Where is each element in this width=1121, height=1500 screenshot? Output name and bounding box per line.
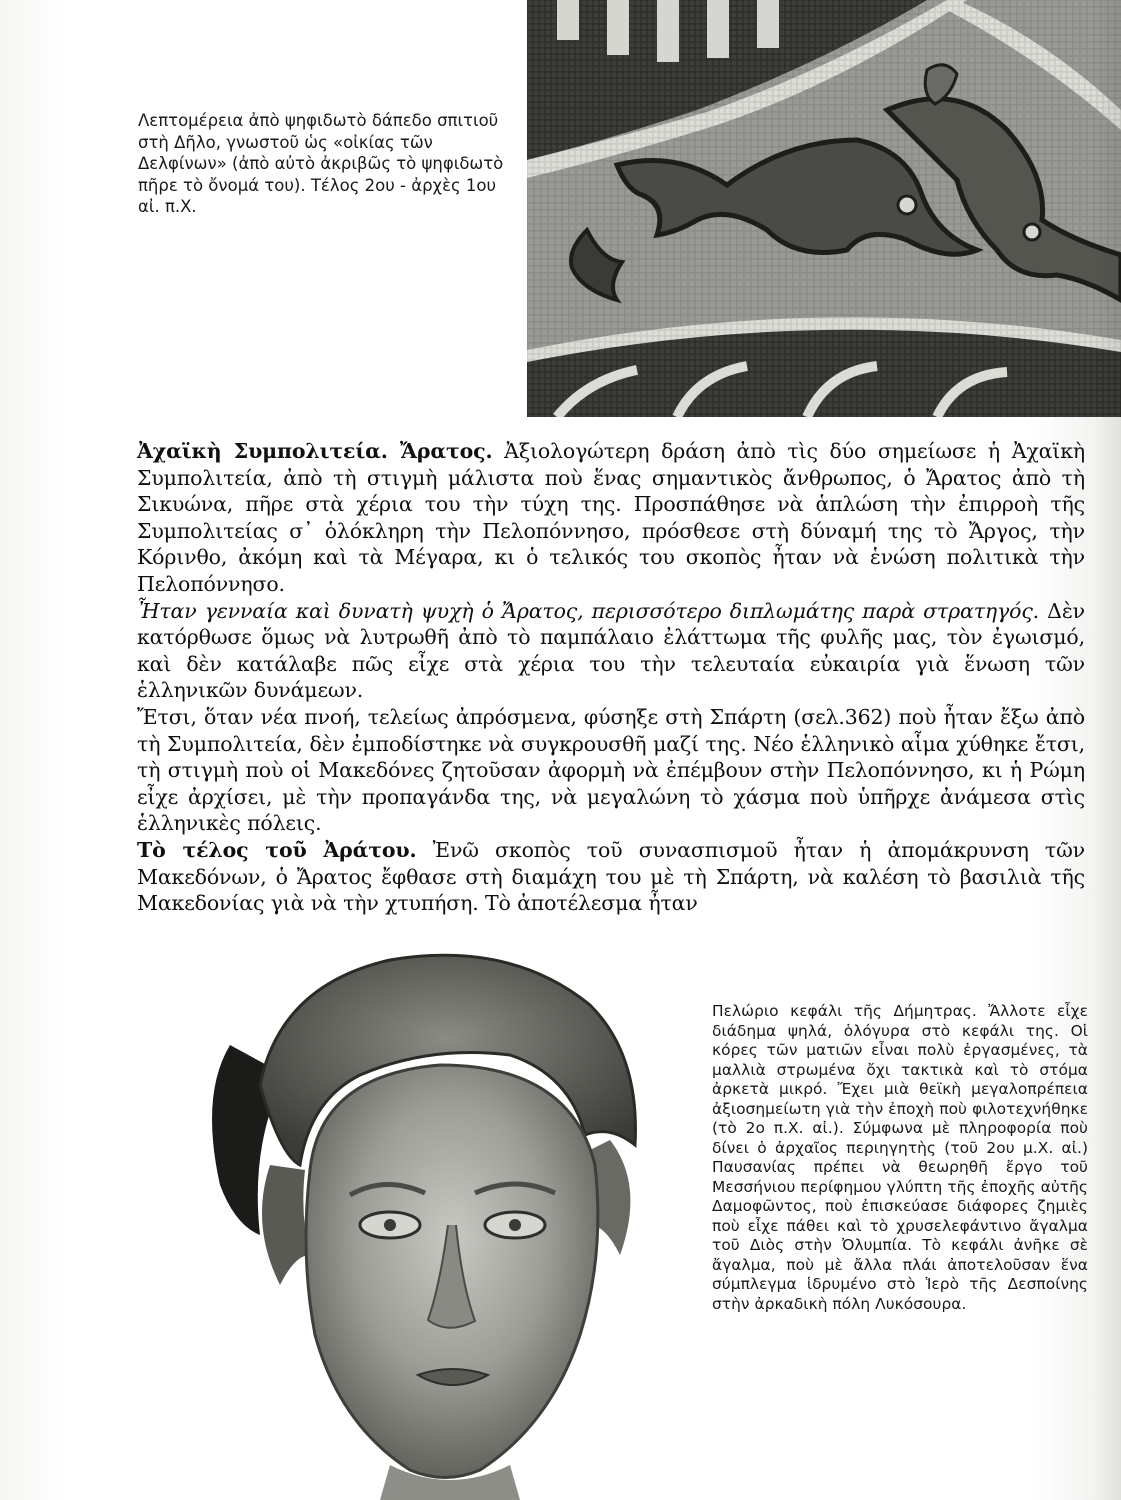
demeter-caption: Πελώριο κεφάλι τῆς Δήμητρας. Ἄλλοτε εἶχε διάδημα ψηλά, ὁλόγυρα στὸ κεφάλι της. Οἱ κόρες τῶν ματιῶν εἶναι πολὺ ἐργασμένες, τὰ μαλλιὰ στρωμένα ὄχι τακτικὰ καὶ τὸ στόμα ἀρκετὰ μικρό. Ἔχει μιὰ θεϊκὴ μεγαλοπρέπεια ἀξιοσημείωτη γιὰ τὴν ἐποχὴ ποὺ φιλοτεχνήθηκε (τὸ 2ο π.Χ. αἰ.). Σύμφωνα μὲ πληροφορία ποὺ δίνει ὁ ἀρχαῖος περιηγητὴς (τοῦ 2ου μ.Χ. αἰ.) Παυσανίας πρέπει νὰ θεωρηθῆ ἔργο τοῦ Μεσσήνιου περίφημου γλύπτη τῆς ἐποχῆς αὐτῆς Δαμοφῶντος, ποὺ ἐπισκεύασε διάφορες ζημιὲς ποὺ εἶχε πάθει καὶ τὸ χρυσελεφάντινο ἄγαλμα τοῦ Διὸς στὴν Ὀλυμπία. Τὸ κεφάλι ἀνῆκε σὲ ἄγαλμα, ποὺ μὲ ἄλλα πλάι ἀποτελοῦσαν ἕνα σύμπλεγμα ἱδρυμένο στὸ Ἱερὸ τῆς Δεσποίνης στὴν ἀρκαδικὴ πόλη Λυκόσουρα. <box>712 1002 1088 1313</box>
page-edge-shadow <box>1093 0 1121 1500</box>
mosaic-caption: Λεπτομέρεια ἀπὸ ψηφιδωτὸ δάπεδο σπιτιοῦ στὴ Δῆλο, γνωστοῦ ὡς «οἰκίας τῶν Δελφίνων» (ἀπὸ αὐτὸ ἀκριβῶς τὸ ψηφιδωτὸ πῆρε τὸ ὄνομά του). Τέλος 2ου - ἀρχὲς 1ου αἰ. π.Χ. <box>138 111 504 216</box>
section-heading-achaean-league: Ἀχαϊκὴ Συμπολιτεία. Ἄρατος. <box>137 439 493 463</box>
paragraph-aratus-character: Ἦταν γενναία καὶ δυνατὴ ψυχὴ ὁ Ἄρατος, περισσότερο διπλωμάτης παρὰ στρατηγός. Δὲν κατόρθωσε ὅμως νὰ λυτρωθῆ ἀπὸ τὸ παμπάλαιο ἐλάττωμα τῆς φυλῆς μας, τὸν ἐγωισμό, καὶ δὲν κατάλαβε πῶς εἶχε στὰ χέρια του τὴν τελευταία εὐκαιρία γιὰ ἕνωση τῶν ἑλληνικῶν δυνάμεων. <box>137 598 1085 703</box>
demeter-head-photo <box>190 925 700 1500</box>
section-heading-end-of-aratus: Τὸ τέλος τοῦ Ἀράτου. <box>137 837 417 862</box>
demeter-head-drawing <box>190 925 700 1500</box>
paragraph-sparta: Ἔτσι, ὅταν νέα πνοή, τελείως ἀπρόσμενα, φύσηξε στὴ Σπάρτη (σελ.362) ποὺ ἦταν ἔξω ἀπὸ τὴ Συμπολιτεία, δὲν ἐμποδίστηκε νὰ συγκρουσθῆ μαζί της. Νέο ἑλληνικὸ αἷμα χύθηκε ἔτσι, τὴ στιγμὴ ποὺ οἱ Μακεδόνες ζητοῦσαν ἀφορμὴ νὰ ἐπέμβουν στὴν Πελοπόννησο, κι ἡ Ρώμη εἶχε ἀρχίσει, μὲ τὴν προπαγάνδα της, νὰ μεγαλώνη τὸ χάσμα ποὺ ὑπῆρχε ἀνάμεσα στὶς ἑλληνικὲς πόλεις. <box>137 704 1085 836</box>
paragraph-achaean-league: Ἀχαϊκὴ Συμπολιτεία. Ἄρατος. Ἀξιολογώτερη δράση ἀπὸ τὶς δύο σημείωσε ἡ Ἀχαϊκὴ Συμπολιτεία, ἀπὸ τὴ στιγμὴ μάλιστα ποὺ ἕνας σημαντικὸς ἄνθρωπος, ὁ Ἄρατος ἀπὸ τὴ Σικυώνα, πῆρε στὰ χέρια του τὴν τύχη της. Προσπάθησε νὰ ἁπλώση τὴν ἐπιρροὴ τῆς Συμπολιτείας σ᾽ ὁλόκληρη τὴν Πελοπόννησο, πρόσθεσε στὴ δύναμή της τὸ Ἄργος, τὴν Κόρινθο, ἀκόμη καὶ τὰ Μέγαρα, κι ὁ τελικός του σκοπὸς ἦταν νὰ ἑνώση πολιτικὰ τὴν Πελοπόννησο. <box>137 439 1085 596</box>
mosaic-drawing <box>527 0 1121 417</box>
main-text <box>137 438 1085 917</box>
paragraph-end-of-aratus: Τὸ τέλος τοῦ Ἀράτου. Ἐνῶ σκοπὸς τοῦ συνασπισμοῦ ἦταν ἡ ἀπομάκρυνση τῶν Μακεδόνων, ὁ Ἄρατος ἔφθασε στὴ διαμάχη του μὲ τὴ Σπάρτη, νὰ καλέση τὸ βασιλιὰ τῆς Μακεδονίας γιὰ νὰ τὴν χτυπήση. Τὸ ἀποτέλεσμα ἦταν <box>137 837 1085 916</box>
dolphin-mosaic-photo <box>527 0 1121 417</box>
